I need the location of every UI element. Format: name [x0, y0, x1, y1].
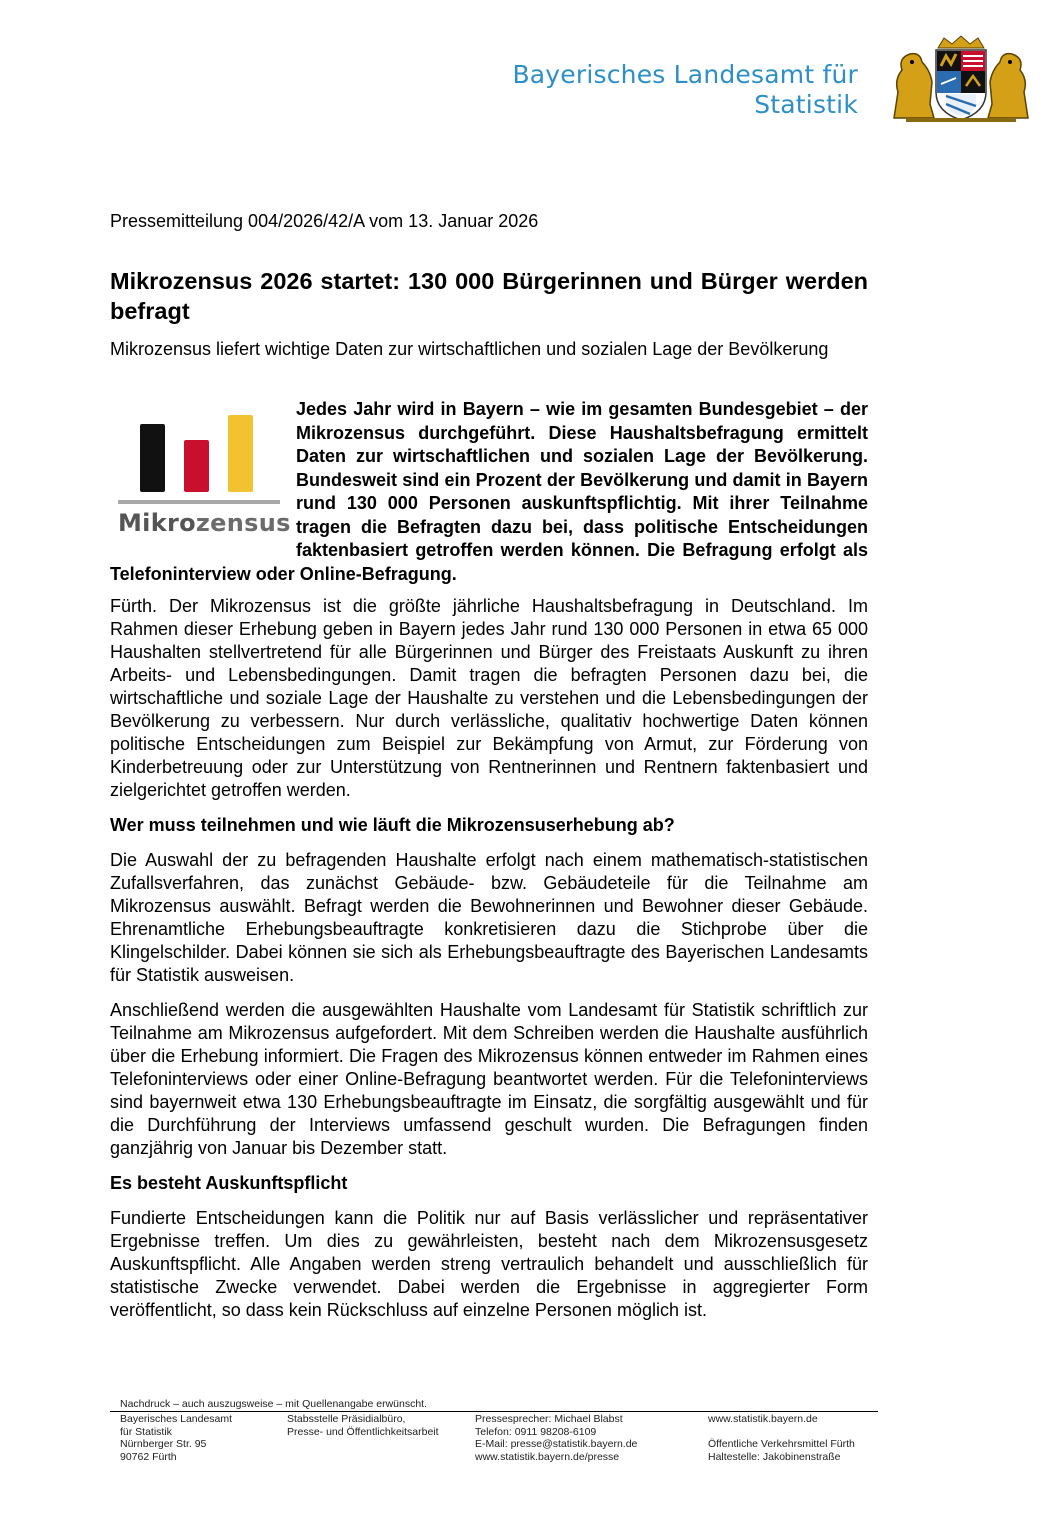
footer-text: für Statistik	[120, 1425, 172, 1438]
body-paragraph-3: Anschließend werden die ausgewählten Haushalte vom Landesamt für Statistik schriftlich zur Teilnahme am Mikrozensus aufgefordert. Mit dem Schreiben werden die Haushalte ausführlich über die Erhebung informiert. Die Fragen des Mikrozensus können entweder im Rahmen eines Telefoninterviews oder einer Online-Befragung beantwortet werden. Für die Telefoninterviews sind bayernweit etwa 130 Erhebungsbeauftragte im Einsatz, die sorgfältig ausgewählt und für die Durchführung der Interviews umfassend geschult wurden. Die Befragungen finden ganzjährig von Januar bis Dezember statt.	[110, 1000, 868, 1158]
headline: Mikrozensus 2026 startet: 130 000 Bürgerinnen und Bürger werden befragt	[110, 268, 868, 324]
footer-text: Haltestelle: Jakobinenstraße	[708, 1450, 841, 1463]
section-heading-obligation: Es besteht Auskunftspflicht	[110, 1173, 348, 1193]
press-release-number: Pressemitteilung 004/2026/42/A vom 13. Januar 2026	[110, 211, 539, 231]
agency-name	[512, 60, 858, 120]
footer-divider	[110, 1411, 878, 1412]
footer-text: 90762 Fürth	[120, 1450, 177, 1463]
logo-bar-gold	[228, 415, 253, 492]
lead-paragraph: Jedes Jahr wird in Bayern – wie im gesamten Bundesgebiet – der Mikrozensus durchgeführt. Diese Haushaltsbefragung ermittelt Daten zur wirtschaftlichen und sozialen Lage der Bevölkerung. Bundesweit sind ein Prozent der Bevölkerung und damit in Bayern rund 130 000 Personen auskunftspflichtig. Mit ihrer Teilnahme tragen die Befragten dazu bei, dass politische Entscheidungen faktenbasiert getroffen werden können. Die Befragung erfolgt als Telefoninterview oder Online-Befragung.	[110, 399, 868, 584]
mikrozensus-logo	[110, 404, 291, 544]
footer-email[interactable]: E-Mail: presse@statistik.bayern.de	[475, 1438, 638, 1450]
body-paragraph-1: Fürth. Der Mikrozensus ist die größte jährliche Haushaltsbefragung in Deutschland. Im Rahmen dieser Erhebung geben in Bayern jedes Jahr rund 130 000 Personen in etwa 65 000 Haushalten stellvertretend für alle Bürgerinnen und Bürger des Freistaats Auskunft zu ihren Arbeits- und Lebensbedingungen. Damit tragen die befragten Personen dazu bei, die wirtschaftliche und soziale Lage der Haushalte zu verstehen und die Lebensbedingungen der Bevölkerung zu verbessern. Nur durch verlässliche, qualitativ hochwertige Daten können politische Entscheidungen zum Beispiel zur Bekämpfung von Armut, zur Förderung von Kinderbetreuung oder zur Unterstützung von Rentnerinnen und Rentnern faktenbasiert und zielgerichtet getroffen werden.	[110, 596, 868, 800]
footer-text: Stabsstelle Präsidialbüro,	[287, 1413, 406, 1425]
logo-bar-red	[184, 440, 209, 492]
footer-address	[120, 1413, 232, 1463]
footer-text: Presse- und Öffentlichkeitsarbeit	[287, 1425, 439, 1438]
footer-spacer	[708, 1426, 855, 1439]
logo-underline	[118, 500, 280, 504]
footer-text: Nürnberger Str. 95	[120, 1438, 207, 1450]
bavarian-coat-of-arms-icon	[886, 34, 1036, 124]
body-paragraph-2: Die Auswahl der zu befragenden Haushalte erfolgt nach einem mathematisch-statistischen Zufallsverfahren, das zunächst Gebäude- bzw. Gebäudeteile für die Teilnahme am Mikrozensus auswählt. Befragt werden die Bewohnerinnen und Bewohner dieser Gebäude. Ehrenamtliche Erhebungsbeauftragte konkretisieren dazu die Stichprobe über die Klingelschilder. Dabei können sie sich als Erhebungsbeauftragte des Bayerischen Landesamts für Statistik ausweisen.	[110, 850, 868, 985]
footer-text: Öffentliche Verkehrsmittel Fürth	[708, 1438, 855, 1450]
article-body	[110, 595, 868, 1334]
footer-website-link[interactable]: www.statistik.bayern.de	[708, 1413, 818, 1425]
footer-press-link[interactable]: www.statistik.bayern.de/presse	[475, 1450, 620, 1463]
footer-text: Bayerisches Landesamt	[120, 1413, 233, 1425]
footer-department	[287, 1413, 439, 1438]
body-paragraph-4: Fundierte Entscheidungen kann die Politik nur auf Basis verlässlicher und repräsentativer Ergebnisse treffen. Um dies zu gewährleisten, besteht nach dem Mikrozensusgesetz Auskunftspflicht. Alle Angaben werden streng vertraulich behandelt und ausschließlich für statistische Zwecke verwendet. Dabei werden die Ergebnisse in aggregierter Form veröffentlicht, so dass kein Rückschluss auf einzelne Personen möglich ist.	[110, 1208, 868, 1320]
footer-website-transit	[708, 1413, 855, 1463]
lead-section	[110, 398, 868, 586]
logo-wordmark: Mikrozensus	[118, 509, 291, 537]
footer-press-contact	[475, 1413, 637, 1463]
footer-text: Telefon: 0911 98208-6109	[475, 1425, 597, 1438]
footer-text: Pressesprecher: Michael Blabst	[475, 1413, 623, 1425]
subheadline: Mikrozensus liefert wichtige Daten zur wirtschaftlichen und sozialen Lage der Bevölkerung	[110, 339, 829, 359]
logo-bar-black	[140, 424, 165, 492]
agency-name-line1: Bayerisches Landesamt für	[512, 60, 858, 89]
reprint-note: Nachdruck – auch auszugsweise – mit Quellenangabe erwünscht.	[120, 1398, 428, 1410]
section-heading-participation: Wer muss teilnehmen und wie läuft die Mikrozensuserhebung ab?	[110, 815, 675, 835]
agency-name-line2: Statistik	[754, 90, 858, 119]
